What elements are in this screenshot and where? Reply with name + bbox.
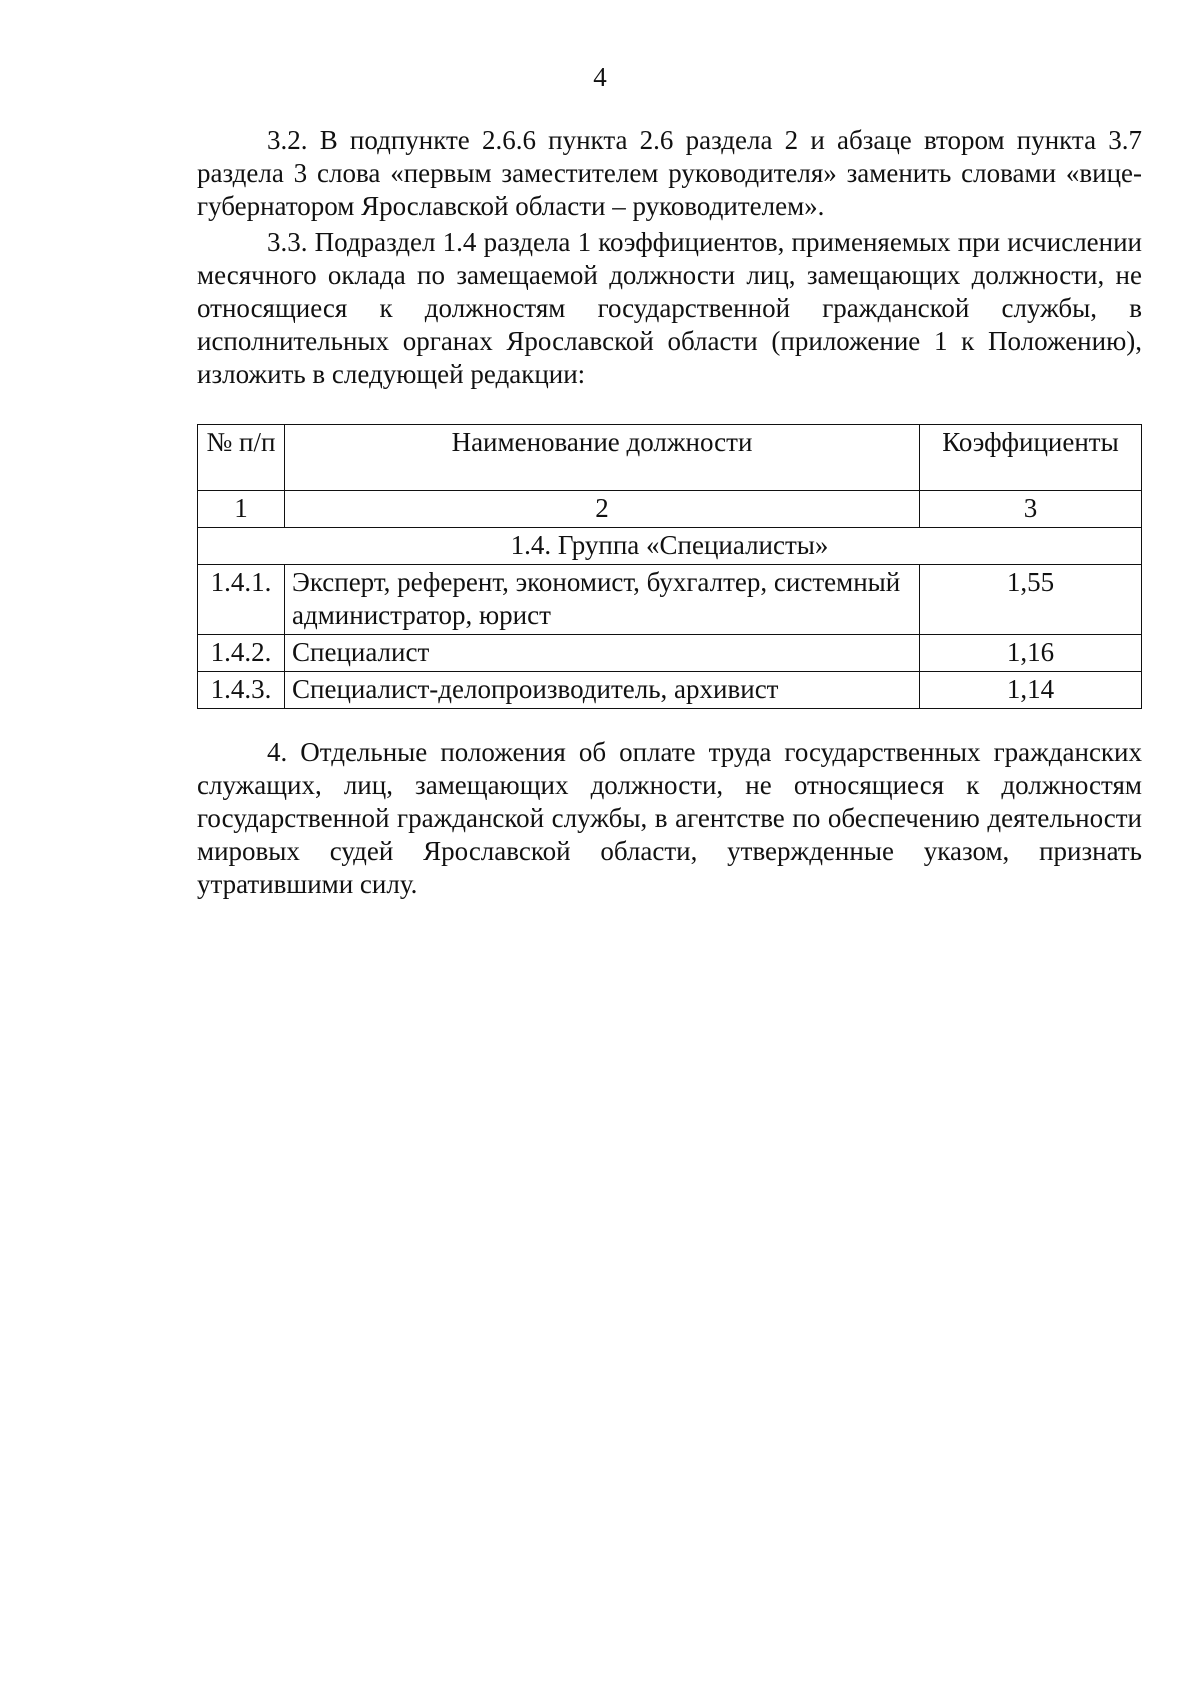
table-group-row (198, 528, 1142, 565)
header-num: № п/п (198, 425, 285, 491)
group-title: 1.4. Группа «Специалисты» (198, 528, 1142, 565)
coefficients-table (197, 424, 1142, 709)
paragraph-3-3: 3.3. Подраздел 1.4 раздела 1 коэффициентов, применяемых при исчислении месячного оклада по замещаемой должности лиц, замещающих должности, не относящиеся к должностям государственной гражданской службы, в исполнительных органах Ярославской области (приложение 1 к Положению), изложить в следующей редакции: (197, 227, 1142, 389)
row-position-name: Специалист-делопроизводитель, архивист (285, 672, 920, 709)
row-number: 1.4.3. (198, 672, 285, 709)
header-coefficients: Коэффициенты (920, 425, 1142, 491)
row-coefficient: 1,55 (920, 565, 1142, 635)
column-number-2: 2 (285, 491, 920, 528)
row-position-name: Специалист (285, 635, 920, 672)
paragraph-3-2: 3.2. В подпункте 2.6.6 пункта 2.6 раздела 2 и абзаце втором пункта 3.7 раздела 3 слова «первым заместителем руководителя» заменить словами «вице-губернатором Ярославской области – руководителем». (197, 125, 1142, 221)
table-row (198, 635, 1142, 672)
column-number-3: 3 (920, 491, 1142, 528)
paragraph-4: 4. Отдельные положения об оплате труда государственных гражданских служащих, лиц, замещающих должности, не относящиеся к должностям государственной гражданской службы, в агентстве по обеспечению деятельности мировых судей Ярославской области, утвержденные указом, признать утратившими силу. (197, 737, 1142, 899)
row-number: 1.4.1. (198, 565, 285, 635)
row-number: 1.4.2. (198, 635, 285, 672)
row-coefficient: 1,14 (920, 672, 1142, 709)
row-coefficient: 1,16 (920, 635, 1142, 672)
header-position-name: Наименование должности (285, 425, 920, 491)
table-header-row (198, 425, 1142, 491)
table-row (198, 672, 1142, 709)
table-row (198, 565, 1142, 635)
table-column-numbers-row (198, 491, 1142, 528)
page-number: 4 (593, 62, 607, 92)
column-number-1: 1 (198, 491, 285, 528)
row-position-name: Эксперт, референт, экономист, бухгалтер, системный администратор, юрист (285, 565, 920, 635)
